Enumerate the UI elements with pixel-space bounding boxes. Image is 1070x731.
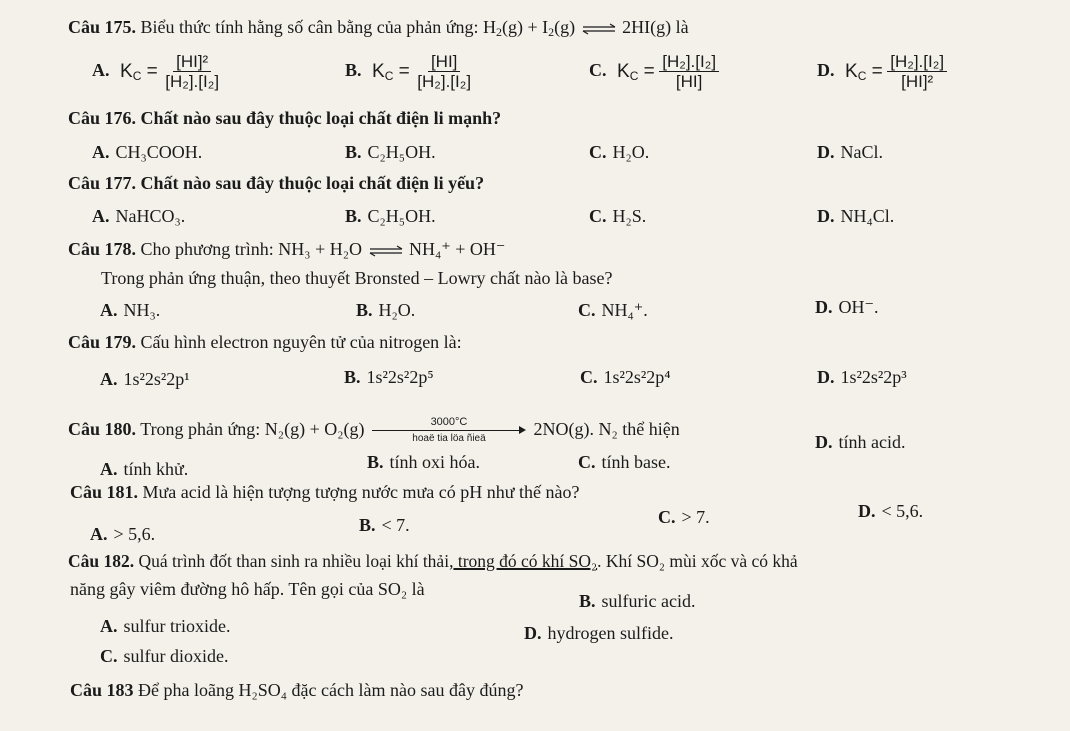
option-letter: C. bbox=[578, 452, 596, 472]
question-182-option-d[interactable] bbox=[524, 622, 673, 644]
option-letter: D. bbox=[815, 297, 833, 317]
question-182-text-a: Quá trình đốt than sinh ra nhiều loại khí thải, bbox=[138, 551, 454, 571]
option-letter: D. bbox=[524, 623, 542, 643]
option-letter: C. bbox=[580, 367, 598, 387]
option-text: tính acid. bbox=[838, 432, 906, 452]
option-letter: B. bbox=[345, 206, 362, 226]
question-181-option-a[interactable] bbox=[90, 523, 155, 545]
option-text: 1s²2s²2p¹ bbox=[123, 369, 190, 389]
option-letter: C. bbox=[589, 59, 607, 80]
question-175-option-b[interactable]: B. $K_C$ = $\frac{[HI]}{\text{[H₂].[I₂]}}$ bbox=[345, 52, 474, 91]
option-letter: A. bbox=[90, 524, 108, 544]
option-text: NaHCO₃. bbox=[115, 206, 186, 226]
option-text: 1s²2s²2p⁵ bbox=[366, 367, 434, 387]
question-182-option-c[interactable] bbox=[100, 645, 229, 667]
question-178-title: Câu 178. bbox=[68, 239, 137, 259]
option-letter: D. bbox=[817, 59, 835, 80]
question-175-text: Biểu thức tính hằng số cân bằng của phản ứng: H bbox=[140, 17, 496, 37]
question-182-title: Câu 182. bbox=[68, 551, 135, 571]
question-178-option-d[interactable] bbox=[815, 296, 879, 318]
option-text: sulfur dioxide. bbox=[123, 646, 229, 666]
fraction-numerator: [HI] bbox=[428, 52, 460, 72]
option-text: H₂O. bbox=[378, 300, 416, 320]
option-text: sulfur trioxide. bbox=[123, 616, 231, 636]
question-178-line2: Trong phản ứng thuận, theo thuyết Bronsted – Lowry chất nào là base? bbox=[101, 268, 613, 288]
option-text: H₂O. bbox=[612, 142, 650, 162]
question-175-option-d[interactable]: D. $K_C$ = $\frac{\text{[H₂].[I₂]}}{\text{[HI]²}}$ bbox=[817, 52, 947, 91]
question-176-stem bbox=[68, 107, 501, 129]
question-180-title: Câu 180. bbox=[68, 419, 137, 439]
question-180-option-d[interactable] bbox=[815, 431, 905, 453]
question-178-stem bbox=[68, 238, 505, 260]
option-letter: A. bbox=[100, 369, 118, 389]
question-181-option-c[interactable] bbox=[658, 506, 710, 528]
option-text: > 5,6. bbox=[113, 524, 156, 544]
question-179-option-a[interactable] bbox=[100, 368, 190, 390]
option-text: tính base. bbox=[601, 452, 671, 472]
question-175-title: Câu 175. bbox=[68, 17, 137, 37]
question-176-option-d[interactable] bbox=[817, 141, 883, 163]
question-179-option-c[interactable] bbox=[580, 366, 671, 388]
option-text: NH₄Cl. bbox=[840, 206, 895, 226]
option-letter: B. bbox=[344, 367, 361, 387]
question-177-stem bbox=[68, 172, 484, 194]
fraction-denominator: [H₂].[I₂] bbox=[417, 72, 472, 91]
question-179-option-d[interactable] bbox=[817, 366, 907, 388]
option-text: < 5,6. bbox=[881, 501, 924, 521]
option-text: NH₃. bbox=[123, 300, 161, 320]
option-letter: B. bbox=[356, 300, 373, 320]
question-181-option-d[interactable] bbox=[858, 500, 923, 522]
fraction-numerator: [HI]² bbox=[173, 52, 211, 72]
question-178-text: Cho phương trình: NH₃ + H₂O bbox=[140, 239, 362, 259]
option-text: tính khử. bbox=[123, 459, 189, 479]
question-177-title: Câu 177. bbox=[68, 173, 137, 193]
option-letter: B. bbox=[579, 591, 596, 611]
arrow-condition-top: 3000°C bbox=[430, 415, 468, 428]
option-text: tính oxi hóa. bbox=[389, 452, 481, 472]
question-182-text-b: trong đó có khí SO₂ bbox=[453, 551, 598, 571]
option-letter: B. bbox=[359, 515, 376, 535]
option-text: C₂H₅OH. bbox=[367, 206, 436, 226]
question-180-option-c[interactable] bbox=[578, 451, 671, 473]
question-178-option-a[interactable] bbox=[100, 299, 160, 321]
question-182-text-c: . Khí SO₂ mùi xốc và có khả bbox=[597, 551, 798, 571]
arrow-condition-bottom: hoaë tia löa ñieä bbox=[412, 432, 486, 444]
option-letter: D. bbox=[858, 501, 876, 521]
fraction-numerator: [H₂].[I₂] bbox=[659, 52, 719, 72]
option-text: CH₃COOH. bbox=[115, 142, 203, 162]
question-175-stem: Câu 175. Biểu thức tính hằng số cân bằng của phản ứng: $H_2(g) + I_2(g)$ 2HI(g) là bbox=[68, 17, 689, 39]
option-text: 1s²2s²2p³ bbox=[840, 367, 907, 387]
question-178-option-b[interactable] bbox=[356, 299, 415, 321]
option-text: C₂H₅OH. bbox=[367, 142, 436, 162]
option-letter: B. bbox=[345, 59, 362, 80]
option-text: 1s²2s²2p⁴ bbox=[603, 367, 671, 387]
option-letter: D. bbox=[817, 206, 835, 226]
option-letter: A. bbox=[92, 59, 110, 80]
question-183-title: Câu 183 bbox=[70, 680, 134, 700]
option-letter: B. bbox=[345, 142, 362, 162]
equilibrium-arrow-icon bbox=[582, 23, 616, 35]
fraction-denominator: [HI] bbox=[675, 72, 703, 91]
question-182-option-b[interactable] bbox=[579, 590, 695, 612]
option-letter: C. bbox=[100, 646, 118, 666]
question-181-text: Mưa acid là hiện tượng tượng nước mưa có pH như thế nào? bbox=[142, 482, 580, 502]
question-180-option-b[interactable] bbox=[367, 451, 480, 473]
fraction-denominator: [H₂].[I₂] bbox=[165, 72, 220, 91]
option-letter: D. bbox=[815, 432, 833, 452]
question-176-option-b[interactable] bbox=[345, 141, 436, 163]
question-177-option-b[interactable] bbox=[345, 205, 436, 227]
question-182-option-a[interactable] bbox=[100, 615, 230, 637]
question-176-text: Chất nào sau đây thuộc loại chất điện li mạnh? bbox=[140, 108, 502, 128]
option-text: > 7. bbox=[681, 507, 710, 527]
question-175-option-c[interactable]: C. $K_C$ = $\frac{\text{[H₂].[I₂]}}{[HI]}$ bbox=[589, 52, 719, 91]
fraction-numerator: [H₂].[I₂] bbox=[887, 52, 947, 72]
option-letter: A. bbox=[100, 616, 118, 636]
option-text: H₂S. bbox=[612, 206, 647, 226]
option-letter: D. bbox=[817, 367, 835, 387]
question-177-option-a[interactable] bbox=[92, 205, 185, 227]
option-text: OH⁻. bbox=[838, 297, 879, 317]
question-181-option-b[interactable] bbox=[359, 514, 410, 536]
option-letter: C. bbox=[658, 507, 676, 527]
question-179-option-b[interactable] bbox=[344, 366, 434, 388]
question-182-line2: năng gây viêm đường hô hấp. Tên gọi của SO₂ là bbox=[70, 579, 425, 599]
question-180-stem bbox=[68, 412, 680, 446]
question-177-option-c[interactable] bbox=[589, 205, 646, 227]
option-text: hydrogen sulfide. bbox=[547, 623, 674, 643]
option-letter: A. bbox=[100, 300, 118, 320]
option-text: NH₄⁺. bbox=[601, 300, 648, 320]
option-letter: B. bbox=[367, 452, 384, 472]
reaction-arrow-icon bbox=[372, 416, 526, 446]
question-180-option-a[interactable] bbox=[100, 458, 188, 480]
fraction-denominator: [HI]² bbox=[901, 72, 934, 91]
question-180-tail: 2NO(g). N₂ thể hiện bbox=[533, 419, 680, 439]
question-183-text: Để pha loãng H₂SO₄ đặc cách làm nào sau đây đúng? bbox=[138, 680, 524, 700]
question-178-option-c[interactable] bbox=[578, 299, 648, 321]
question-176-option-c[interactable] bbox=[589, 141, 649, 163]
option-text: sulfuric acid. bbox=[601, 591, 696, 611]
question-176-title: Câu 176. bbox=[68, 108, 137, 128]
option-text: < 7. bbox=[381, 515, 410, 535]
question-179-stem bbox=[68, 331, 462, 353]
option-letter: A. bbox=[100, 459, 118, 479]
question-182-stem bbox=[68, 550, 798, 572]
option-letter: C. bbox=[589, 142, 607, 162]
question-181-stem bbox=[70, 481, 580, 503]
option-letter: D. bbox=[817, 142, 835, 162]
question-179-title: Câu 179. bbox=[68, 332, 137, 352]
question-177-option-d[interactable] bbox=[817, 205, 894, 227]
option-letter: C. bbox=[578, 300, 596, 320]
option-text: NaCl. bbox=[840, 142, 883, 162]
equilibrium-arrow-icon bbox=[369, 245, 403, 257]
question-183-stem bbox=[70, 679, 523, 701]
question-181-title: Câu 181. bbox=[70, 482, 139, 502]
option-letter: A. bbox=[92, 142, 110, 162]
question-176-option-a[interactable] bbox=[92, 141, 202, 163]
option-letter: A. bbox=[92, 206, 110, 226]
question-177-text: Chất nào sau đây thuộc loại chất điện li yếu? bbox=[140, 173, 485, 193]
question-175-option-a[interactable]: A. $K_C$ = $\frac{\text{[HI]²}}{\text{[H₂].[I₂]}}$ bbox=[92, 52, 222, 91]
question-175-tail: 2HI(g) là bbox=[622, 17, 689, 37]
question-179-text: Cấu hình electron nguyên tử của nitrogen là: bbox=[140, 332, 462, 352]
question-180-text: Trong phản ứng: N₂(g) + O₂(g) bbox=[140, 419, 365, 439]
option-letter: C. bbox=[589, 206, 607, 226]
question-178-products: NH₄⁺ + OH⁻ bbox=[409, 239, 506, 259]
